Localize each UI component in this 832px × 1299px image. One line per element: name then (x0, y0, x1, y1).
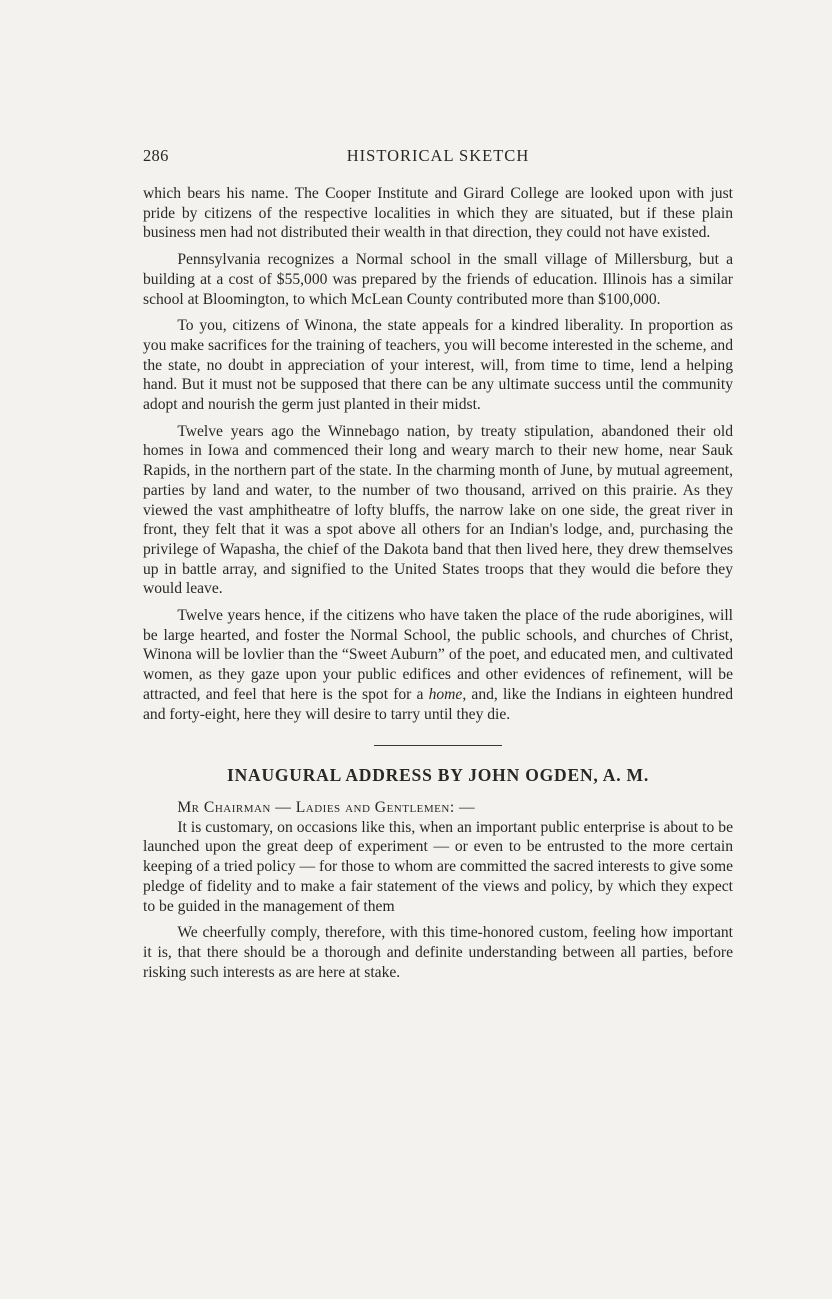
paragraph-twelve-years-hence (143, 606, 733, 724)
page-number: 286 (143, 146, 169, 165)
running-header (143, 146, 733, 168)
section-divider (374, 745, 502, 746)
page-body (143, 184, 733, 982)
paragraph-winona-citizens: To you, citizens of Winona, the state appeals for a kindred liberality. In proportion as you make sacrifices for the training of teachers, you will become interested in the scheme, and the state, no doubt in appreciation of your interest, will, from time to time, lend a helping hand. But it must not be supposed that there can be any ultimate success until the community adopt and nourish the germ just planted in their midst. (143, 317, 733, 414)
section-heading: INAUGURAL ADDRESS BY JOHN OGDEN, A. M. (226, 765, 650, 786)
italic-word: home (428, 685, 463, 703)
paragraph-text-end: , and, like the Indians in eighteen hundred and forty-eight, here they will desire to tarry until they die. (143, 685, 734, 723)
paragraph-pennsylvania: Pennsylvania recognizes a Normal school in the small village of Millersburg, but a building at a cost of $55,000 was prepared by the friends of education. Illinois has a similar school at Bloomington, to which McLean County contributed more than $100,000. (143, 251, 733, 308)
paragraph-continued: which bears his name. The Cooper Institute and Girard College are looked upon with just pride by citizens of the respective localities in which they are situated, but if these plain business men had not distributed their wealth in that direction, they could not have existed. (143, 185, 733, 242)
salutation: Mr Chairman — Ladies and Gentlemen: — (177, 798, 476, 816)
paragraph-winnebago: Twelve years ago the Winnebago nation, by treaty stipulation, abandoned their old homes in Iowa and commenced their long and weary march to their new home, near Sauk Rapids, in the northern part of the state. In the charming month of June, by mutual agreement, parties by land and water, to the number of two thousand, arrived on this prairie. As they viewed the vast amphitheatre of lofty bluffs, the narrow lake on one side, the great river in front, they felt that it was a spot above all others for an Indian's lodge, and, purchasing the privilege of Wapasha, the chief of the Dakota band that then lived here, they drew themselves up in battle array, and signified to the United States troops that they would die before they would leave. (143, 422, 733, 598)
paragraph-address-opening: It is customary, on occasions like this, when an important public enterprise is about to be launched upon the great deep of experiment — or even to be entrusted to the more certain keeping of a tried policy — for those to whom are committed the sacred interests to give some pledge of fidelity and to make a fair statement of the views and policy, by which they expect to be guided in the management of them (143, 818, 733, 915)
running-title: HISTORICAL SKETCH (346, 146, 530, 165)
paragraph-text-start: Twelve years hence, if the citizens who have taken the place of the rude aborigines, will be large hearted, and foster the Normal School, the public schools, and churches of Christ, Winona will be lovlier than the “Sweet Auburn” of the poet, and educated men, and cultivated women, as they gaze upon your public edifices and other evidences of refinement, will be attracted, and feel that here is the spot for a (143, 607, 733, 703)
paragraph-address-comply: We cheerfully comply, therefore, with this time-honored custom, feeling how important it is, that there should be a thorough and definite understanding between all parties, before risking such interests as are here at stake. (143, 924, 733, 981)
